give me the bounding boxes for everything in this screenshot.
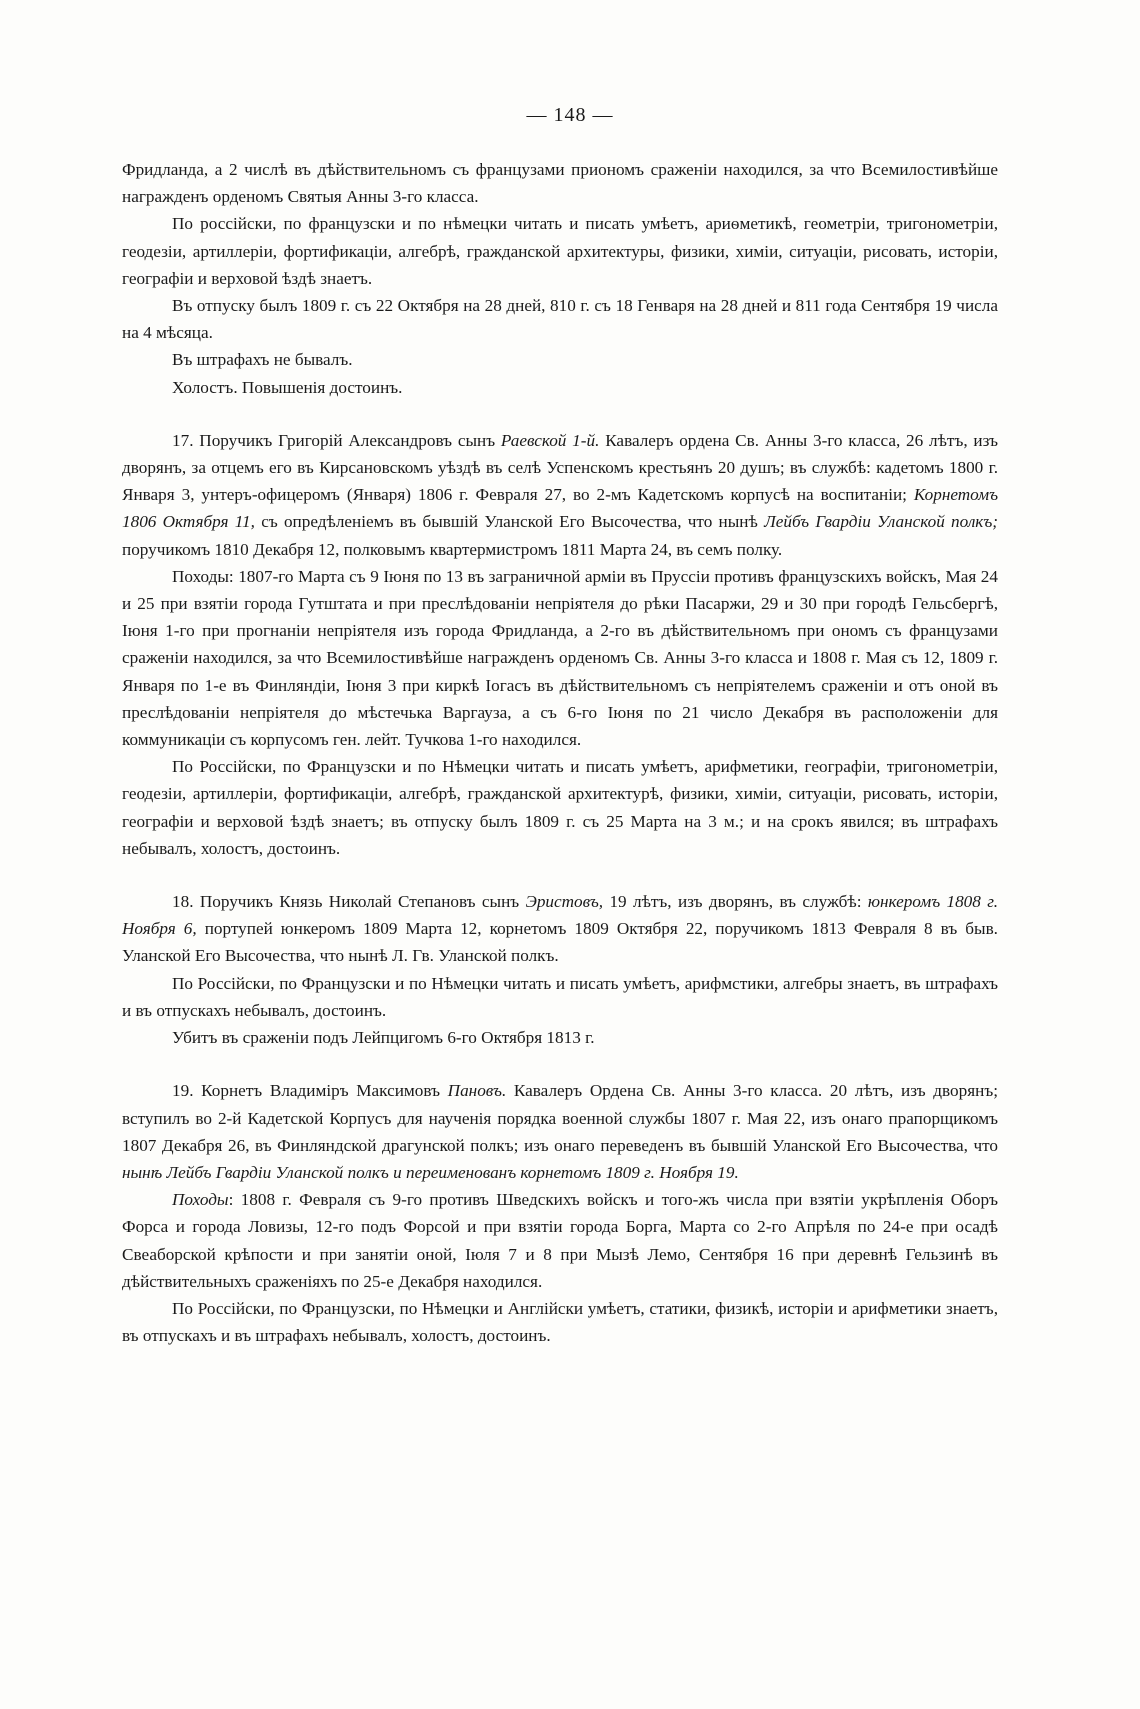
paragraph-p6 [122,427,998,563]
paragraph-p10 [122,970,998,1024]
text-segment: По Россійски, по Французски и по Нѣмецки читать и писать умѣетъ, арифмстики, алгебры знаетъ, въ штрафахъ и въ отпускахъ небывалъ, достоинъ. [122,973,998,1020]
page-number: — 148 — [526,104,614,126]
text-segment: съ опредѣленіемъ въ бывшій Уланской Его Высочества, что нынѣ [254,512,765,532]
paragraph-p4 [122,346,998,373]
paragraph-p2 [122,210,998,292]
paragraph-p3 [122,292,998,346]
text-segment: Кавалеръ Ордена Св. Анны 3-го класса. 20 лѣтъ, изъ дворянъ; вступилъ во 2-й Кадетской Корпусъ для наученія порядка военной службы 1807 г. Мая 22, изъ онаго прапорщикомъ 1807 Декабря 26, въ Финляндской драгунской полкъ; изъ онаго переведенъ въ бывшій Уланской Его Высочества, что [122,1081,998,1155]
text-segment: портупей юнкеромъ 1809 Марта 12, корнетомъ 1809 Октября 22, поручикомъ 1813 Февраля 8 въ быв. Уланской Его Высочества, что нынѣ Л. Гв. Уланской полкъ. [122,919,998,966]
text-segment: Въ штрафахъ не бывалъ. [172,350,353,370]
text-segment: 19. Корнетъ Владиміръ Максимовъ [172,1081,448,1101]
text-segment: 17. Поручикъ Григорій Александровъ сынъ [172,430,501,450]
paragraph-p12 [122,1077,998,1186]
paragraph-p8 [122,753,998,862]
text-segment: 19 лѣтъ, изъ дворянъ, въ службѣ: [603,892,868,912]
text-segment: Походы: 1807-го Марта съ 9 Іюня по 13 въ заграничной арміи въ Пруссіи противъ французскихъ войскъ, Мая 24 и 25 при взятіи города Гутштата и при преслѣдованіи непріятеля до рѣки Пасаржи, 29 и 30 при городѣ Гельсбергѣ, Іюня 1-го при прогнаніи непріятеля изъ города Фридланда, а 2-го въ дѣйствительномъ при ономъ съ французами сраженіи находился, за что Всемилостивѣйше награжденъ орденомъ Св. Анны 3-го класса и 1808 г. Мая съ 12, 1809 г. Января по 1-е въ Финляндіи, Іюня 3 при киркѣ Іогасъ въ дѣйствительномъ съ непріятелемъ сраженіи и отъ оной въ преслѣдованіи непріятеля до мѣстечька Варгауза, а съ 6-го Іюня по 21 число Декабря въ расположеніи для коммуникаціи съ корпусомъ ген. лейт. Тучкова 1-го находился. [122,566,998,750]
italic-text: юнкеромъ 1808 г. Ноября 6, [122,892,998,939]
italic-text: Эристовъ, [525,892,604,912]
paragraph-p1 [122,156,998,210]
text-segment: Убитъ въ сраженіи подъ Лейпцигомъ 6-го Октября 1813 г. [172,1028,595,1048]
italic-text: нынѣ Лейбъ Гвардіи Уланской полкъ и переименованъ корнетомъ 1809 г. Ноября 19. [122,1162,739,1182]
text-segment: Фридланда, а 2 числѣ въ дѣйствительномъ съ французами приономъ сраженіи находился, за что Всемилостивѣйше награжденъ орденомъ Святыя Анны 3-го класса. [122,160,998,207]
text-segment: : 1808 г. Февраля съ 9-го противъ Шведскихъ войскъ и того-жъ числа при взятіи укрѣпленія Оборъ Форса и города Ловизы, 12-го подъ Форсой и при взятіи города Борга, Марта со 2-го Апрѣля по 24-е при осадѣ Свеаборской крѣпости и при занятіи оной, Іюля 7 и 8 при Мызѣ Лемо, Сентября 16 при деревнѣ Гельзинѣ въ дѣйствительныхъ сраженіяхъ по 25-е Декабря находился. [122,1190,998,1291]
text-segment: поручикомъ 1810 Декабря 12, полковымъ квартермистромъ 1811 Марта 24, въ семъ полку. [122,539,783,559]
paragraph-p13 [122,1186,998,1295]
text-segment: Въ отпуску былъ 1809 г. съ 22 Октября на 28 дней, 810 г. съ 18 Генваря на 28 дней и 811 года Сентября 19 числа на 4 мѣсяца. [122,296,998,343]
text-segment: По россійски, по французски и по нѣмецки читать и писать умѣетъ, ариѳметикѣ, геометріи, тригонометріи, геодезіи, артиллеріи, фортификаціи, алгебрѣ, гражданской архитектуры, физики, химіи, ситуаціи, рисовать, исторіи, географіи и верховой ѣздѣ знаетъ. [122,214,998,288]
italic-text: Походы [172,1190,229,1210]
italic-text: Пановъ. [447,1081,507,1101]
text-segment: По Россійски, по Французски, по Нѣмецки и Англійски умѣетъ, статики, физикѣ, исторіи и арифметики знаетъ, въ отпускахъ и въ штрафахъ небывалъ, холостъ, достоинъ. [122,1298,998,1346]
document-body [122,156,998,1349]
paragraph-p7 [122,563,998,753]
text-segment: Холостъ. Повышенія достоинъ. [172,377,403,397]
paragraph-p11 [122,1024,998,1051]
text-segment: По Россійски, по Французски и по Нѣмецки читать и писать умѣетъ, арифметики, географіи, тригонометріи, геодезіи, артиллеріи, фортификаціи, алгебрѣ, гражданской архитектурѣ, физики, химіи, ситуаціи, рисовать, исторіи, географіи и верховой ѣздѣ знаетъ; въ отпуску былъ 1809 г. съ 25 Марта на 3 м.; и на срокъ явился; въ штрафахъ небывалъ, холостъ, достоинъ. [122,757,998,858]
italic-text: Лейбъ Гвардіи Уланской полкъ; [764,512,998,532]
italic-text: Раевской 1-й. [500,430,600,450]
text-segment: Кавалеръ ордена Св. Анны 3-го класса, 26 лѣтъ, изъ дворянъ, за отцемъ его въ Кирсановскомъ уѣздѣ въ селѣ Успенскомъ крестьянъ 20 душъ; въ службѣ: кадетомъ 1800 г. Января 3, унтеръ-офицеромъ (Января) 1806 г. Февраля 27, во 2-мъ Кадетскомъ корпусѣ на воспитаніи; [122,430,998,505]
paragraph-p9 [122,888,998,970]
paragraph-p5 [122,374,998,401]
italic-text: Корнетомъ 1806 Октября 11, [122,485,998,532]
paragraph-p14 [122,1295,998,1349]
text-segment: 18. Поручикъ Князь Николай Степановъ сынъ [172,892,526,912]
